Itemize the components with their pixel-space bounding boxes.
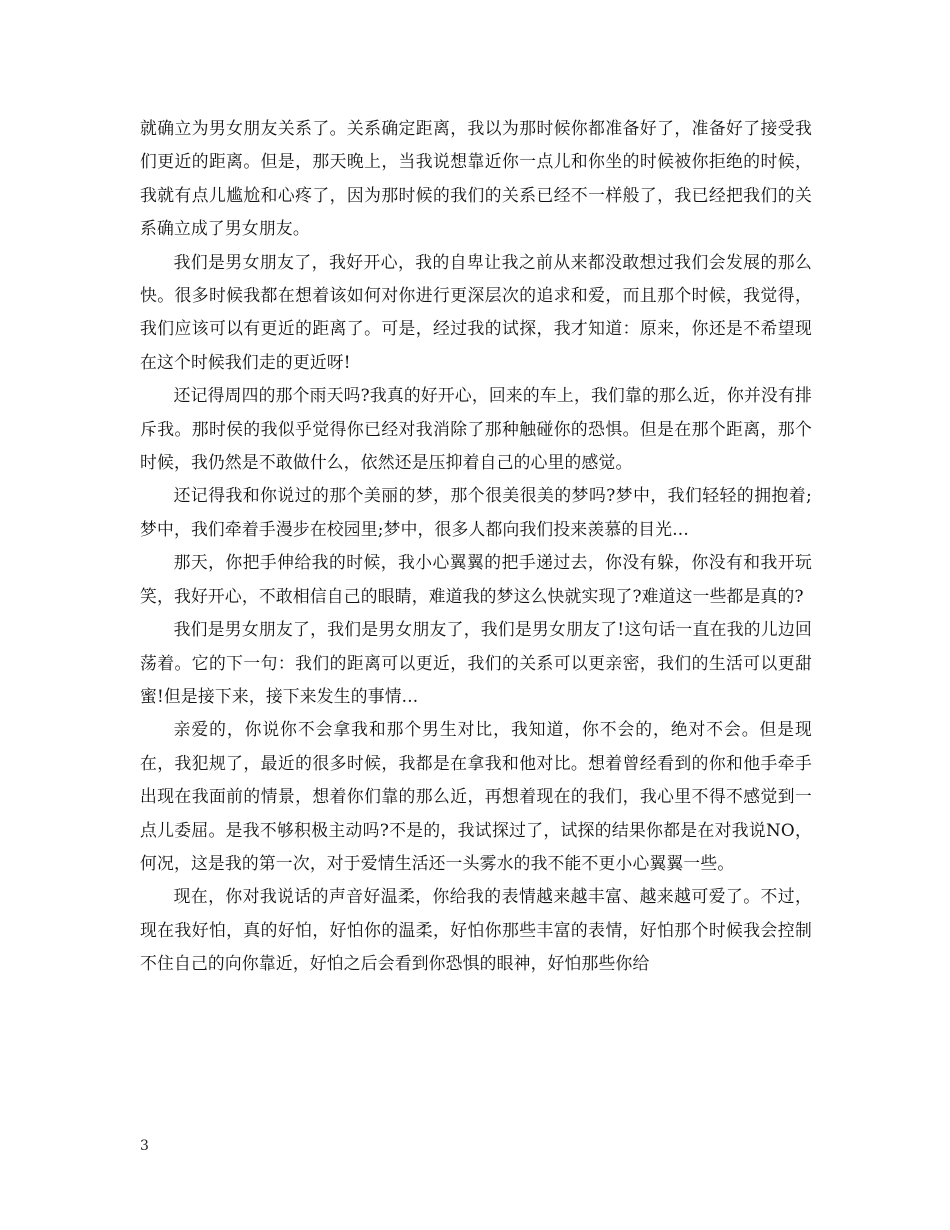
paragraph-2: 我们是男女朋友了，我好开心，我的自卑让我之前从来都没敢想过我们会发展的那么快。很多时候我都在想着该如何对你进行更深层次的追求和爱，而且那个时候，我觉得，我们应该可以有更近的距离了。可是，经过我的试探，我才知道：原来，你还是不希望现在这个时候我们走的更近呀! (140, 251, 812, 372)
paragraph-8: 现在，你对我说话的声音好温柔，你给我的表情越来越丰富、越来越可爱了。不过，现在我好怕，真的好怕，好怕你的温柔，好怕你那些丰富的表情，好怕那个时候我会控制不住自己的向你靠近，好怕之后会看到你恐惧的眼神，好怕那些你给 (140, 886, 812, 974)
page-number: 3 (140, 1138, 149, 1154)
paragraph-3: 还记得周四的那个雨天吗?我真的好开心，回来的车上，我们靠的那么近，你并没有排斥我。那时侯的我似乎觉得你已经对我消除了那种触碰你的恐惧。但是在那个距离，那个时候，我仍然是不敢做什么，依然还是压抑着自己的心里的感觉。 (140, 385, 812, 473)
paragraph-6: 我们是男女朋友了，我们是男女朋友了，我们是男女朋友了!这句话一直在我的儿边回荡着。它的下一句：我们的距离可以更近，我们的关系可以更亲密，我们的生活可以更甜蜜!但是接下来，接下来发生的事情... (140, 619, 812, 706)
paragraph-7: 亲爱的，你说你不会拿我和那个男生对比，我知道，你不会的，绝对不会。但是现在，我犯规了，最近的很多时候，我都是在拿我和他对比。想着曾经看到的你和他手牵手出现在我面前的情景，想着你们靠的那么近，再想着现在的我们，我心里不得不感觉到一点儿委屈。是我不够积极主动吗?不是的，我试探过了，试探的结果你都是在对我说NO，何况，这是我的第一次，对于爱情生活还一头雾水的我不能不更小心翼翼一些。 (140, 719, 812, 873)
paragraph-5: 那天，你把手伸给我的时候，我小心翼翼的把手递过去，你没有躲，你没有和我开玩笑，我好开心，不敢相信自己的眼睛，难道我的梦这么快就实现了?难道这一些都是真的? (140, 552, 812, 606)
paragraph-1: 就确立为男女朋友关系了。关系确定距离，我以为那时候你都准备好了，准备好了接受我们更近的距离。但是，那天晚上，当我说想靠近你一点儿和你坐的时候被你拒绝的时候，我就有点儿尴尬和心疼了，因为那时候的我们的关系已经不一样般了，我已经把我们的关系确立成了男女朋友。 (140, 118, 812, 239)
body-text (140, 112, 812, 981)
paragraph-4: 还记得我和你说过的那个美丽的梦，那个很美很美的梦吗?梦中，我们轻轻的拥抱着;梦中，我们牵着手漫步在校园里;梦中，很多人都向我们投来羡慕的目光... (140, 485, 812, 539)
